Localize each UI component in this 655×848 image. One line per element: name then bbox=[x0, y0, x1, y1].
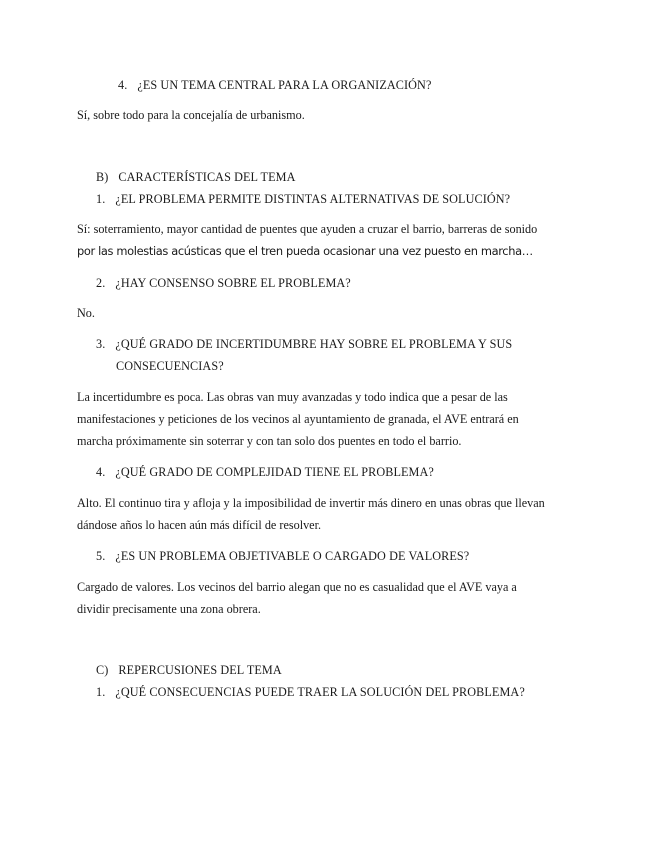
question-text: ¿QUÉ CONSECUENCIAS PUEDE TRAER LA SOLUCIÓN DEL PROBLEMA? bbox=[115, 685, 525, 699]
question-5-objetivable bbox=[96, 548, 469, 564]
section-letter: B) bbox=[96, 170, 109, 184]
list-number: 1. bbox=[96, 192, 106, 206]
answer-paragraph-line: Cargado de valores. Los vecinos del barrio alegan que no es casualidad que el AVE vaya a bbox=[77, 580, 517, 594]
question-1-consecuencias bbox=[96, 684, 525, 700]
question-3-incertidumbre bbox=[96, 336, 512, 352]
answer-paragraph: No. bbox=[77, 306, 95, 320]
question-text: ¿QUÉ GRADO DE COMPLEJIDAD TIENE EL PROBLEMA? bbox=[115, 465, 434, 479]
question-4-organizacion bbox=[118, 77, 431, 93]
question-text: ¿EL PROBLEMA PERMITE DISTINTAS ALTERNATIVAS DE SOLUCIÓN? bbox=[115, 192, 511, 206]
question-continuation: CONSECUENCIAS? bbox=[116, 359, 224, 373]
question-text: ¿QUÉ GRADO DE INCERTIDUMBRE HAY SOBRE EL PROBLEMA Y SUS bbox=[115, 337, 513, 351]
answer-paragraph-line: La incertidumbre es poca. Las obras van muy avanzadas y todo indica que a pesar de las bbox=[77, 390, 508, 404]
answer-paragraph-line: dándose años lo hacen aún más difícil de resolver. bbox=[77, 518, 322, 532]
section-heading-b bbox=[96, 169, 296, 185]
list-number: 4. bbox=[96, 465, 106, 479]
answer-paragraph-line: Alto. El continuo tira y afloja y la imposibilidad de invertir más dinero en unas obras que llevan bbox=[77, 496, 545, 510]
answer-paragraph-line: manifestaciones y peticiones de los vecinos al ayuntamiento de granada, el AVE entrará en bbox=[77, 412, 519, 426]
list-number: 3. bbox=[96, 337, 106, 351]
section-letter: C) bbox=[96, 663, 109, 677]
answer-paragraph: Sí, sobre todo para la concejalía de urbanismo. bbox=[77, 108, 305, 122]
section-title: CARACTERÍSTICAS DEL TEMA bbox=[118, 170, 296, 184]
list-number: 4. bbox=[118, 78, 128, 92]
question-text: ¿HAY CONSENSO SOBRE EL PROBLEMA? bbox=[115, 276, 351, 290]
answer-paragraph-line: dividir precisamente una zona obrera. bbox=[77, 602, 261, 616]
question-4-complejidad bbox=[96, 464, 434, 480]
list-number: 1. bbox=[96, 685, 106, 699]
question-1-alternativas bbox=[96, 191, 510, 207]
list-number: 2. bbox=[96, 276, 106, 290]
answer-paragraph-line: marcha próximamente sin soterrar y con tan solo dos puentes en todo el barrio. bbox=[77, 434, 462, 448]
section-heading-c bbox=[96, 662, 282, 678]
question-text: ¿ES UN PROBLEMA OBJETIVABLE O CARGADO DE VALORES? bbox=[115, 549, 470, 563]
question-text: ¿ES UN TEMA CENTRAL PARA LA ORGANIZACIÓN? bbox=[137, 78, 432, 92]
question-2-consenso bbox=[96, 275, 351, 291]
answer-paragraph-line: por las molestias acústicas que el tren pueda ocasionar una vez puesto en marcha… bbox=[77, 244, 533, 258]
answer-paragraph-line: Sí: soterramiento, mayor cantidad de puentes que ayuden a cruzar el barrio, barreras de sonido bbox=[77, 222, 538, 236]
list-number: 5. bbox=[96, 549, 106, 563]
section-title: REPERCUSIONES DEL TEMA bbox=[118, 663, 282, 677]
